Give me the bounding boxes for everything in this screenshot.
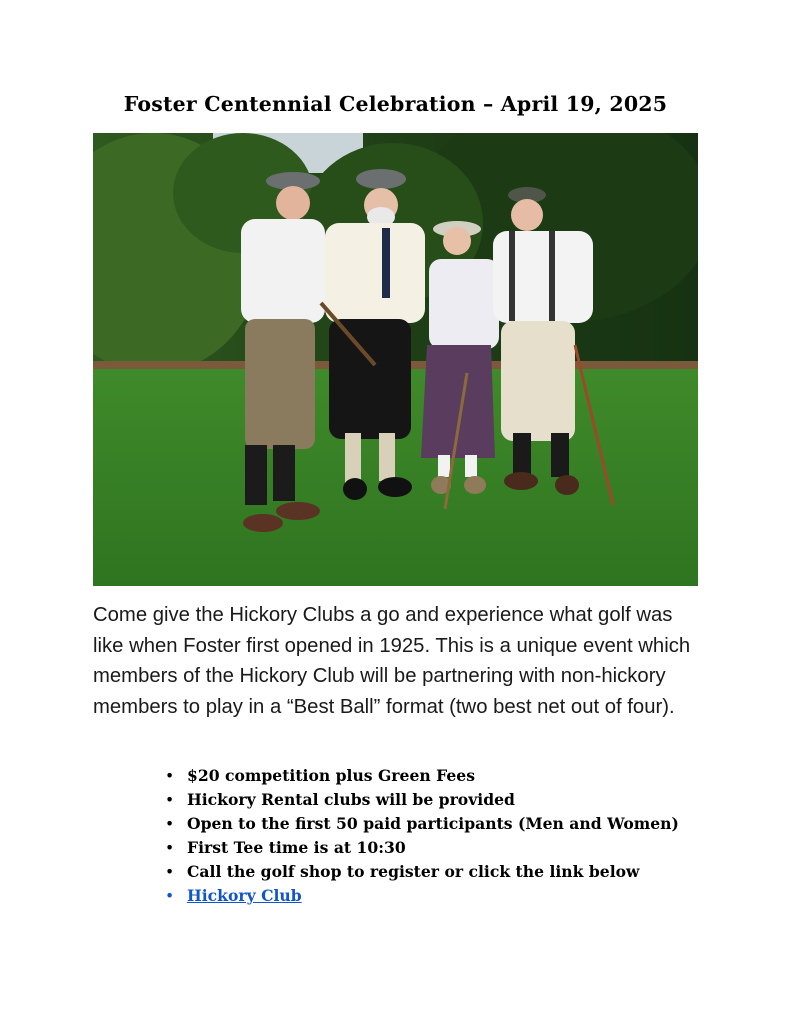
photo-illustration (93, 133, 698, 586)
hickory-club-link[interactable]: Hickory Club (187, 886, 302, 905)
list-item: • Hickory Rental clubs will be provided (165, 788, 685, 812)
list-item: • Open to the first 50 paid participants (Men and Women) (165, 812, 685, 836)
golfers-photo (93, 133, 698, 586)
list-item: • First Tee time is at 10:30 (165, 836, 685, 860)
page-title: Foster Centennial Celebration – April 19, 2025 (123, 92, 668, 116)
list-item: • $20 competition plus Green Fees (165, 764, 685, 788)
list-item: • Call the golf shop to register or click the link below (165, 860, 685, 884)
details-list (165, 764, 685, 908)
bullet-icon: • (165, 887, 175, 905)
bullet-icon: • (165, 791, 175, 809)
bullet-icon: • (165, 815, 175, 833)
bullet-icon: • (165, 767, 175, 785)
bullet-icon: • (165, 863, 175, 881)
bullet-icon: • (165, 839, 175, 857)
intro-paragraph: Come give the Hickory Clubs a go and experience what golf was like when Foster first opened in 1925. This is a unique event which members of the Hickory Club will be partnering with non-hickory members to play in a “Best Ball” format (two best net out of four). (93, 604, 691, 718)
list-item-link (165, 884, 685, 908)
